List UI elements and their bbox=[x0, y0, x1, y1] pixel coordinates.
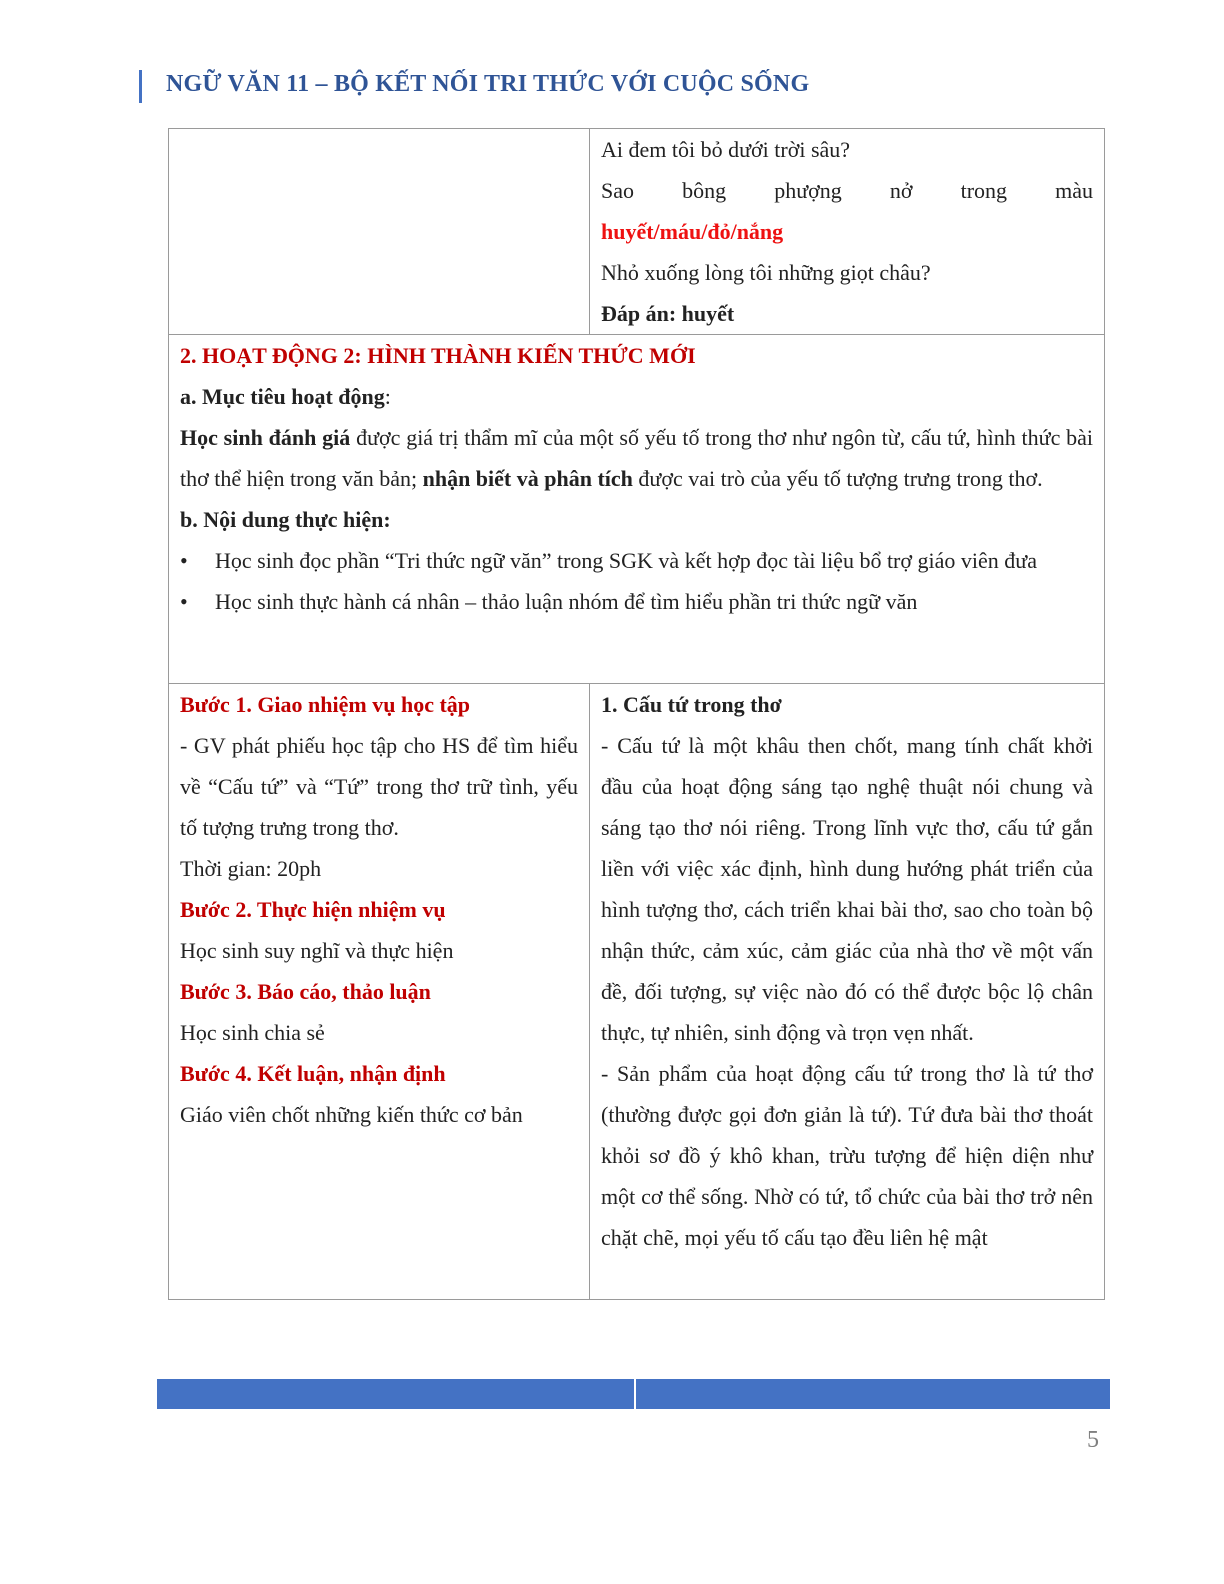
page-header-title: NGỮ VĂN 11 – BỘ KẾT NỐI TRI THỨC VỚI CUỘC SỐNG bbox=[166, 71, 810, 97]
knowledge-cell bbox=[590, 684, 1105, 1300]
poem-cell bbox=[590, 129, 1105, 335]
goal-bold-2: nhận biết và phân tích bbox=[422, 466, 633, 491]
poem-answer: Đáp án: huyết bbox=[601, 301, 735, 326]
goal-paragraph bbox=[180, 417, 1093, 499]
empty-cell bbox=[169, 129, 590, 335]
table-row-poem bbox=[169, 129, 1105, 335]
knowledge-paragraph-1: - Cấu tứ là một khâu then chốt, mang tính chất khởi đầu của hoạt động sáng tạo nghệ thuật nói chung và sáng tạo thơ nói riêng. Trong lĩnh vực thơ, cấu tứ gắn liền với việc xác định, hình dung hướng phát triển của hình tượng thơ, cách triển khai bài thơ, sao cho toàn bộ nhận thức, cảm xúc, cảm giác của nhà thơ về một vấn đề, đối tượng, sự việc nào đó có thể được bộc lộ chân thực, tự nhiên, sinh động và trọn vẹn nhất. bbox=[601, 733, 1093, 1045]
goal-label-line bbox=[180, 376, 1093, 417]
page-number: 5 bbox=[1087, 1427, 1099, 1453]
poem-options: huyết/máu/đỏ/nắng bbox=[601, 219, 784, 244]
goal-bold-1: Học sinh đánh giá bbox=[180, 425, 351, 450]
step4-text: Giáo viên chốt những kiến thức cơ bản bbox=[180, 1102, 523, 1127]
activity-heading: 2. HOẠT ĐỘNG 2: HÌNH THÀNH KIẾN THỨC MỚI bbox=[180, 343, 696, 368]
step3-title: Bước 3. Báo cáo, thảo luận bbox=[180, 979, 431, 1004]
knowledge-title: 1. Cấu tứ trong thơ bbox=[601, 692, 782, 717]
list-item: • Học sinh thực hành cá nhân – thảo luận nhóm để tìm hiểu phần tri thức ngữ văn bbox=[215, 581, 1093, 622]
step3-text: Học sinh chia sẻ bbox=[180, 1020, 325, 1045]
goal-text-1: được giá trị thẩm mĩ của một số yếu tố trong thơ như ngôn từ, cấu tứ, hình thức bài thơ thể hiện trong văn bản; bbox=[180, 425, 1094, 491]
content-bullet-list bbox=[180, 540, 1093, 622]
goal-label: a. Mục tiêu hoạt động bbox=[180, 384, 385, 409]
content-label: b. Nội dung thực hiện: bbox=[180, 507, 391, 532]
table-row-steps bbox=[169, 684, 1105, 1300]
table-row-activity bbox=[169, 335, 1105, 684]
footer-divider bbox=[634, 1379, 636, 1409]
knowledge-paragraph-2: - Sản phẩm của hoạt động cấu tứ trong thơ là tứ thơ (thường được gọi đơn giản là tứ). Tứ đưa bài thơ thoát khỏi sơ đồ ý khô khan, trừu tượng để hiện diện như một cơ thể sống. Nhờ có tứ, tổ chức của bài thơ trở nên chặt chẽ, mọi yếu tố cấu tạo đều liên hệ mật bbox=[601, 1061, 1093, 1250]
activity-cell bbox=[169, 335, 1105, 684]
steps-cell bbox=[169, 684, 590, 1300]
step1-title: Bước 1. Giao nhiệm vụ học tập bbox=[180, 692, 471, 717]
lesson-table bbox=[168, 128, 1105, 1300]
step4-title: Bước 4. Kết luận, nhận định bbox=[180, 1061, 446, 1086]
poem-line-1: Ai đem tôi bỏ dưới trời sâu? bbox=[601, 137, 851, 162]
list-item: • Học sinh đọc phần “Tri thức ngữ văn” trong SGK và kết hợp đọc tài liệu bổ trợ giáo viên đưa bbox=[215, 540, 1093, 581]
step1-text: - GV phát phiếu học tập cho HS để tìm hiểu về “Cấu tứ” và “Tứ” trong thơ trữ tình, yếu tố tượng trưng trong thơ. bbox=[180, 733, 578, 840]
goal-text-2: được vai trò của yếu tố tượng trưng trong thơ. bbox=[632, 466, 1043, 491]
step1-time: Thời gian: 20ph bbox=[180, 856, 322, 881]
step2-title: Bước 2. Thực hiện nhiệm vụ bbox=[180, 897, 446, 922]
step2-text: Học sinh suy nghĩ và thực hiện bbox=[180, 938, 454, 963]
poem-line-2: Sao bông phượng nở trong màu bbox=[601, 178, 1093, 203]
header-accent-bar bbox=[139, 70, 142, 103]
poem-line-3: Nhỏ xuống lòng tôi những giọt châu? bbox=[601, 260, 931, 285]
goal-colon: : bbox=[384, 384, 391, 409]
